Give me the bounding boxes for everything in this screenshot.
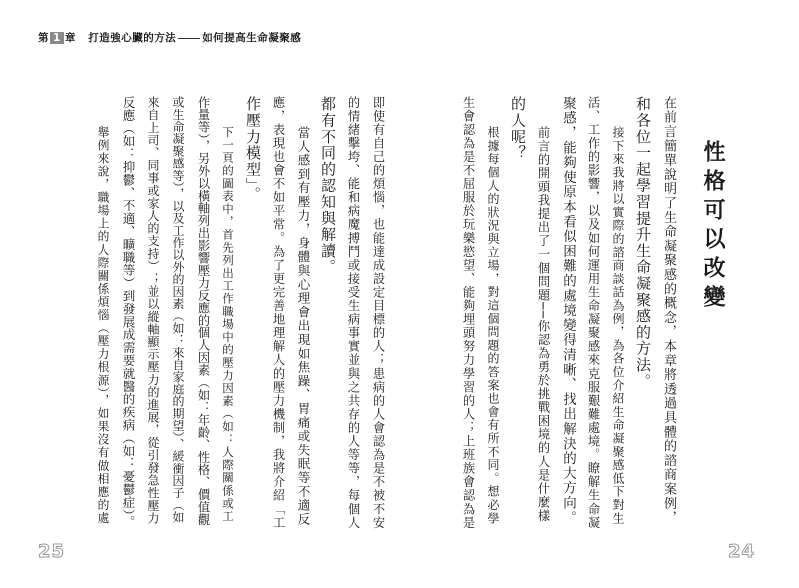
body-line: 舉例來說，職場上的人際關係煩惱（壓力根源），如果沒有做相應的處 <box>96 126 110 525</box>
body-line: 作量等），另外以橫軸列出影響壓力反應的個人因素（如：年齡、性格、價值觀 <box>196 96 210 526</box>
body-line: 在前言簡單說明了生命凝聚感的概念，本章將透過具體的諮商案例， <box>661 96 676 525</box>
body-line: 應，表現也會不如平常。為了更完善地理解人的壓力機制，我將介紹「工 <box>271 96 285 530</box>
body-line: 和各位一起學習提升生命凝聚感的方法。 <box>634 96 652 390</box>
running-header <box>38 30 301 45</box>
body-line: 聚感，能夠使原本看似困難的處境變得清晰、找出解決的大方向。 <box>560 96 576 526</box>
body-line: 活、工作的影響，以及如何運用生命凝聚感來克服艱難處境。瞭解生命凝 <box>586 96 600 530</box>
body-line: 下一頁的圖表中，首先列出工作職場中的壓力因素（如：人際關係或工 <box>221 126 235 523</box>
body-line: 作壓力模型」。 <box>244 96 262 203</box>
body-line: 或生命凝聚感等），以及工作以外的因素（如：來自家庭的期望）、緩衝因子（如 <box>171 96 185 524</box>
chapter-title: 打造強心臟的方法 <box>88 32 177 44</box>
section-title: 性格可以改變 <box>700 140 725 314</box>
chapter-number-badge: 1 <box>50 32 64 44</box>
body-line: 反應（如：抑鬱、不適、曠職等）到發展成需要就醫的疾病（如：憂鬱症）。 <box>121 96 136 529</box>
body-line: 當人感到有壓力，身體與心理會出現如焦躁、胃痛或失眠等不適反 <box>296 126 311 527</box>
body-line: 生會認為是不屈服於玩樂慾望、能夠埋頭努力學習的人；上班族會認為是 <box>461 96 475 530</box>
chapter-suffix: 章 <box>64 32 76 44</box>
body-line: 都有不同的認知與解讀。 <box>319 96 337 276</box>
chapter-prefix: 第 <box>38 32 49 44</box>
body-line: 即使有自己的煩惱，也能達成設定目標的人；患病的人會認為是不被不安 <box>371 96 385 530</box>
body-line: 前言的開頭我提出了一個問題──你認為勇於挑戰困境的人是什麼樣 <box>536 126 550 523</box>
chapter-subtitle: 如何提高生命凝聚感 <box>202 32 302 44</box>
body-line: 的人呢？ <box>509 96 527 162</box>
body-line: 的情緒擊垮、能和病魔搏鬥或接受生病事實並與之共存的人等等，每個人 <box>346 96 360 530</box>
body-line: 根據每個人的狀況與立場，對這個問題的答案也會有所不同。想必學 <box>486 126 500 525</box>
body-line: 接下來我將以實際的諮商談話為例，為各位介紹生命凝聚感低下對生 <box>611 126 625 525</box>
body-line: 來自上司、同事或家人的支持）；並以縱軸顯示壓力的進展，從引發急性壓力 <box>146 96 160 525</box>
page-number-left: 25 <box>38 541 66 562</box>
page-number-right: 24 <box>728 541 756 562</box>
header-dash <box>178 38 200 39</box>
